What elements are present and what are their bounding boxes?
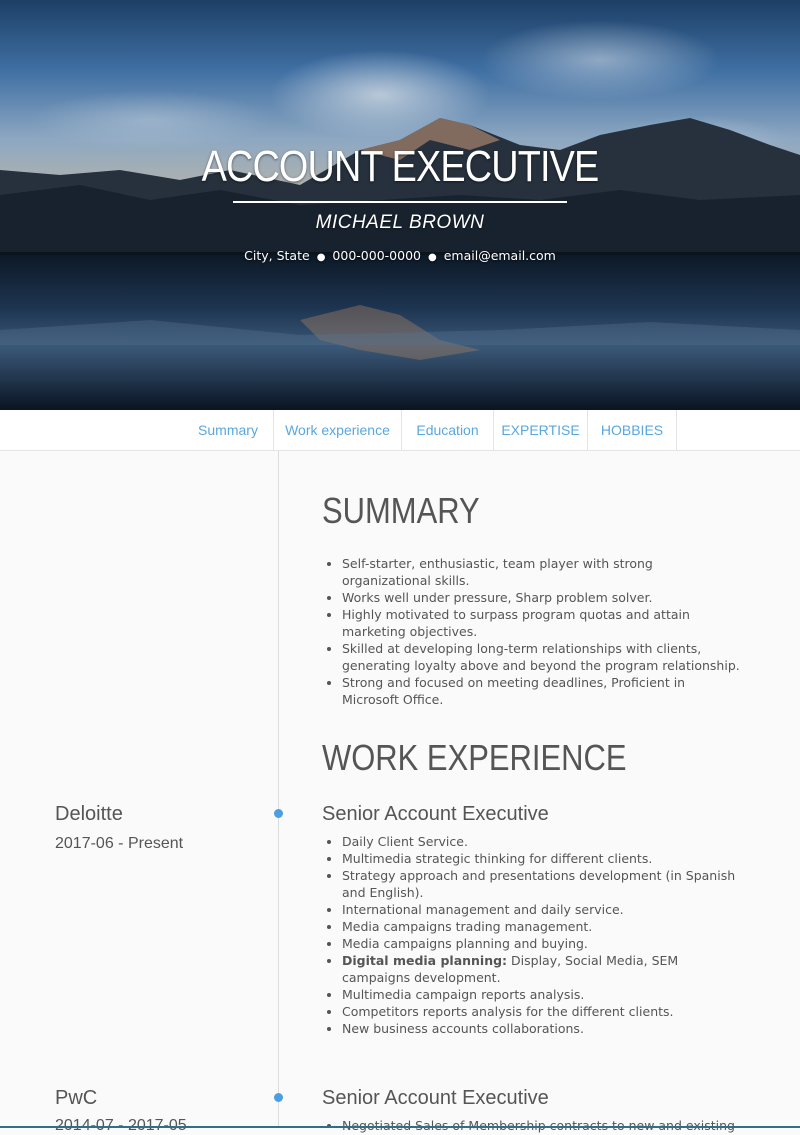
work-experience-heading: WORK EXPERIENCE [322,737,627,778]
nav-item-education[interactable]: Education [402,410,494,451]
timeline-line [278,451,279,1128]
bold-label: Digital media planning: [342,953,508,968]
hero-banner [0,0,800,410]
list-item: • Skilled at developing long-term relationships with clients, generating loyalty above and beyond the program relationship. [342,640,742,674]
job-position-title: Senior Account Executive [322,803,549,825]
job-position-title: Senior Account Executive [322,1087,549,1109]
nav-item-work-experience[interactable]: Work experience [274,410,402,451]
contact-phone: 000-000-0000 [332,248,421,263]
summary-list [322,555,742,708]
mountain-lake-background [0,0,800,410]
list-item: • Works well under pressure, Sharp problem solver. [342,589,742,606]
list-item: • Strategy approach and presentations development (in Spanish and English). [342,867,742,901]
contact-email[interactable]: email@email.com [443,248,556,263]
list-item: • Strong and focused on meeting deadlines, Proficient in Microsoft Office. [342,674,742,708]
section-nav [0,410,800,451]
title-underline [233,201,567,203]
list-item: • International management and daily service. [342,901,742,918]
job-title-heading: ACCOUNT EXECUTIVE [201,142,599,191]
timeline-dot [274,809,283,818]
nav-item-hobbies[interactable]: HOBBIES [588,410,677,451]
bullet-separator-icon: ● [427,252,437,263]
job-company: Deloitte [55,803,123,825]
contact-location: City, State [244,248,310,263]
list-item: • Media campaigns planning and buying. [342,935,742,952]
nav-item-expertise[interactable]: EXPERTISE [494,410,588,451]
person-name: MICHAEL BROWN [315,212,485,233]
timeline-dot [274,1093,283,1102]
bullet-separator-icon: ● [316,252,326,263]
job-company: PwC [55,1087,98,1109]
list-item-text: Display, Social Media, SEM campaigns development. [342,953,679,985]
list-item: • Highly motivated to surpass program quotas and attain marketing objectives. [342,606,742,640]
summary-heading: SUMMARY [322,490,480,531]
list-item: • Daily Client Service. [342,833,742,850]
list-item: • Multimedia strategic thinking for different clients. [342,850,742,867]
list-item: • Self-starter, enthusiastic, team player with strong organizational skills. [342,555,742,589]
list-item: • New business accounts collaborations. [342,1020,742,1037]
job-dates: 2017-06 - Present [55,835,184,852]
list-item: • Media campaigns trading management. [342,918,742,935]
list-item: • Multimedia campaign reports analysis. [342,986,742,1003]
list-item [342,952,742,986]
contact-info [0,248,800,263]
nav-item-summary[interactable]: Summary [183,410,274,451]
list-item: • Competitors reports analysis for the different clients. [342,1003,742,1020]
job-duties-list [322,833,742,1037]
